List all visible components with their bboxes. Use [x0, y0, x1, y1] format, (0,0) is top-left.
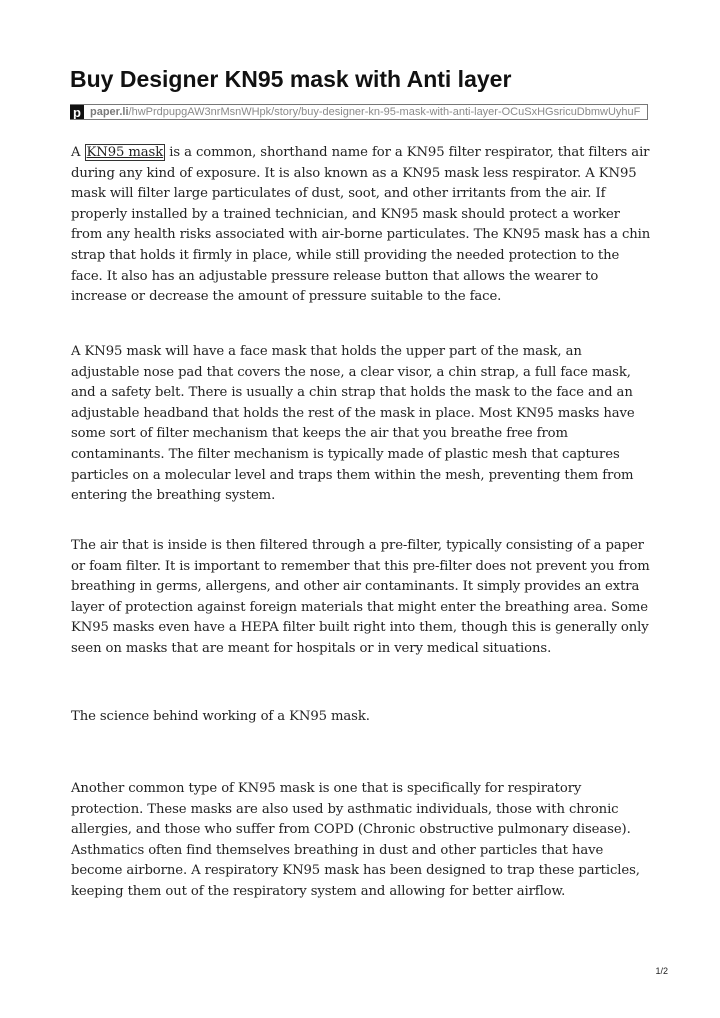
kn95-mask-link[interactable]: KN95 mask — [86, 145, 164, 160]
paragraph-1-text: is a common, shorthand name for a KN95 filter respirator, that filters air during any kind of exposure. It is also known as a KN95 mask less respirator. A KN95 mask will filter large particulates of dust, soot, and other irritants from the air. If properly installed by a trained technician, and KN95 mask should protect a worker from any health risks associated with air-borne particulates. The KN95 mask has a chin strap that holds it firmly in place, while still providing the needed protection to the face. It also has an adjustable pressure release button that allows the wearer to increase or decrease the amount of pressure suitable to the face. — [71, 145, 651, 305]
paragraph-4: The science behind working of a KN95 mask. — [71, 709, 370, 724]
url-path[interactable]: /hwPrdpupgAW3nrMsnWHpk/story/buy-designer-kn-95-mask-with-anti-layer-OCuSxHGsricuDbmwUyhuF — [128, 106, 641, 118]
paragraph-3: The air that is inside is then filtered through a pre-filter, typically consisting of a paper or foam filter. It is important to remember that this pre-filter does not prevent you from breathing in germs, allergens, and other air contaminants. It simply provides an extra layer of protection against foreign materials that might enter the breathing area. Some KN95 masks even have a HEPA filter built right into them, though this is generally only seen on masks that are meant for hospitals or in very medical situations. — [71, 538, 650, 656]
page-title: Buy Designer KN95 mask with Anti layer — [70, 66, 512, 92]
page-number: 1/2 — [655, 966, 668, 976]
paperli-logo-icon: p — [70, 104, 84, 120]
url-domain[interactable]: paper.li — [90, 106, 129, 118]
paragraph-1-lead: A — [71, 145, 81, 160]
paragraph-1 — [71, 143, 651, 308]
source-url-bar[interactable] — [70, 104, 648, 120]
paragraph-2: A KN95 mask will have a face mask that holds the upper part of the mask, an adjustable nose pad that covers the nose, a clear visor, a chin strap, a full face mask, and a safety belt. There is usually a chin strap that holds the mask to the face and an adjustable headband that holds the rest of the mask in place. Most KN95 masks have some sort of filter mechanism that keeps the air that you breathe free from contaminants. The filter mechanism is typically made of plastic mesh that captures particles on a molecular level and traps them within the mesh, preventing them from entering the breathing system. — [71, 344, 635, 504]
paragraph-5: Another common type of KN95 mask is one that is specifically for respiratory protection. These masks are also used by asthmatic individuals, those with chronic allergies, and those who suffer from COPD (Chronic obstructive pulmonary disease). Asthmatics often find themselves breathing in dust and other particles that have become airborne. A respiratory KN95 mask has been designed to trap these particles, keeping them out of the respiratory system and allowing for better airflow. — [71, 781, 640, 899]
